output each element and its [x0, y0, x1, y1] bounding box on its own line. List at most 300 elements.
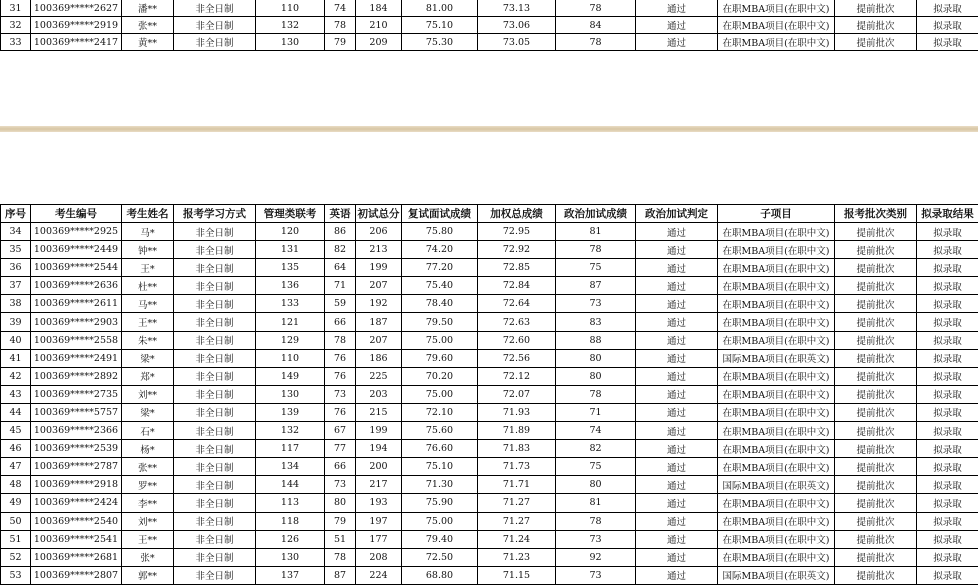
cell-initial-total: 193	[356, 494, 402, 512]
cell-study-mode: 非全日制	[174, 295, 256, 313]
cell-english: 66	[325, 458, 356, 476]
header-row	[1, 205, 978, 223]
table-row	[1, 476, 978, 494]
cell-weighted-total: 71.15	[478, 566, 556, 584]
cell-interview-score: 79.50	[402, 313, 478, 331]
cell-candidate-name: 黄**	[122, 34, 174, 51]
cell-batch-type: 提前批次	[835, 313, 917, 331]
cell-batch-type: 提前批次	[835, 548, 917, 566]
cell-politics-result: 通过	[636, 259, 718, 277]
cell-sub-program: 在职MBA项目(在职中文)	[718, 34, 835, 51]
cell-candidate-name: 张**	[122, 458, 174, 476]
cell-candidate-name: 钟**	[122, 241, 174, 259]
cell-weighted-total: 71.27	[478, 512, 556, 530]
table-row	[1, 295, 978, 313]
cell-initial-total: 194	[356, 440, 402, 458]
cell-batch-type: 提前批次	[835, 349, 917, 367]
cell-sub-program: 在职MBA项目(在职中文)	[718, 241, 835, 259]
table-row	[1, 331, 978, 349]
cell-politics-result: 通过	[636, 530, 718, 548]
cell-batch-type: 提前批次	[835, 223, 917, 241]
cell-sub-program: 在职MBA项目(在职中文)	[718, 313, 835, 331]
cell-candidate-name: 罗**	[122, 476, 174, 494]
cell-seq: 35	[1, 241, 31, 259]
cell-seq: 48	[1, 476, 31, 494]
cell-candidate-name: 马*	[122, 223, 174, 241]
cell-batch-type: 提前批次	[835, 0, 917, 17]
cell-weighted-total: 72.60	[478, 331, 556, 349]
cell-management-exam: 149	[256, 367, 325, 385]
cell-batch-type: 提前批次	[835, 241, 917, 259]
cell-management-exam: 121	[256, 313, 325, 331]
cell-politics-score: 71	[556, 403, 636, 421]
cell-candidate-name: 张*	[122, 548, 174, 566]
page-separator	[0, 126, 978, 132]
cell-politics-score: 75	[556, 259, 636, 277]
cell-politics-result: 通过	[636, 494, 718, 512]
cell-weighted-total: 72.12	[478, 367, 556, 385]
cell-study-mode: 非全日制	[174, 548, 256, 566]
cell-interview-score: 78.40	[402, 295, 478, 313]
cell-english: 73	[325, 476, 356, 494]
cell-sub-program: 在职MBA项目(在职中文)	[718, 548, 835, 566]
cell-politics-result: 通过	[636, 403, 718, 421]
cell-english: 64	[325, 259, 356, 277]
column-header-admission-result: 拟录取结果	[917, 205, 978, 223]
cell-interview-score: 75.40	[402, 277, 478, 295]
cell-study-mode: 非全日制	[174, 0, 256, 17]
cell-study-mode: 非全日制	[174, 458, 256, 476]
cell-candidate-id: 100369*****2903	[31, 313, 122, 331]
cell-management-exam: 130	[256, 385, 325, 403]
cell-candidate-name: 杜**	[122, 277, 174, 295]
cell-english: 77	[325, 440, 356, 458]
cell-batch-type: 提前批次	[835, 494, 917, 512]
cell-english: 73	[325, 385, 356, 403]
cell-batch-type: 提前批次	[835, 566, 917, 584]
cell-initial-total: 199	[356, 259, 402, 277]
table-row	[1, 403, 978, 421]
cell-politics-score: 81	[556, 223, 636, 241]
cell-candidate-id: 100369*****2787	[31, 458, 122, 476]
cell-candidate-name: 梁*	[122, 349, 174, 367]
table-row	[1, 494, 978, 512]
cell-weighted-total: 72.95	[478, 223, 556, 241]
cell-politics-score: 80	[556, 367, 636, 385]
cell-management-exam: 132	[256, 422, 325, 440]
cell-admission-result: 拟录取	[917, 34, 978, 51]
table-row	[1, 422, 978, 440]
cell-seq: 32	[1, 17, 31, 34]
cell-sub-program: 国际MBA项目(在职英文)	[718, 349, 835, 367]
table-row	[1, 17, 978, 34]
cell-politics-score: 74	[556, 422, 636, 440]
cell-sub-program: 在职MBA项目(在职中文)	[718, 17, 835, 34]
cell-study-mode: 非全日制	[174, 476, 256, 494]
cell-english: 78	[325, 17, 356, 34]
cell-politics-result: 通过	[636, 422, 718, 440]
cell-admission-result: 拟录取	[917, 331, 978, 349]
cell-politics-score: 80	[556, 476, 636, 494]
column-header-english: 英语	[325, 205, 356, 223]
cell-politics-score: 92	[556, 548, 636, 566]
cell-admission-result: 拟录取	[917, 530, 978, 548]
cell-politics-result: 通过	[636, 295, 718, 313]
cell-seq: 40	[1, 331, 31, 349]
cell-batch-type: 提前批次	[835, 385, 917, 403]
cell-candidate-id: 100369*****2919	[31, 17, 122, 34]
cell-admission-result: 拟录取	[917, 566, 978, 584]
cell-politics-score: 88	[556, 331, 636, 349]
cell-politics-score: 78	[556, 241, 636, 259]
cell-candidate-id: 100369*****2807	[31, 566, 122, 584]
cell-interview-score: 75.00	[402, 385, 478, 403]
cell-weighted-total: 72.92	[478, 241, 556, 259]
cell-management-exam: 118	[256, 512, 325, 530]
cell-weighted-total: 71.83	[478, 440, 556, 458]
cell-study-mode: 非全日制	[174, 566, 256, 584]
cell-study-mode: 非全日制	[174, 494, 256, 512]
cell-batch-type: 提前批次	[835, 458, 917, 476]
cell-sub-program: 在职MBA项目(在职中文)	[718, 259, 835, 277]
cell-candidate-id: 100369*****2539	[31, 440, 122, 458]
cell-management-exam: 133	[256, 295, 325, 313]
cell-sub-program: 在职MBA项目(在职中文)	[718, 0, 835, 17]
cell-initial-total: 206	[356, 223, 402, 241]
table-row	[1, 440, 978, 458]
cell-management-exam: 130	[256, 548, 325, 566]
column-header-candidate-name: 考生姓名	[122, 205, 174, 223]
cell-study-mode: 非全日制	[174, 349, 256, 367]
cell-sub-program: 在职MBA项目(在职中文)	[718, 512, 835, 530]
column-header-politics-score: 政治加试成绩	[556, 205, 636, 223]
cell-politics-result: 通过	[636, 476, 718, 494]
cell-interview-score: 72.10	[402, 403, 478, 421]
cell-seq: 39	[1, 313, 31, 331]
cell-politics-result: 通过	[636, 458, 718, 476]
cell-batch-type: 提前批次	[835, 367, 917, 385]
cell-admission-result: 拟录取	[917, 367, 978, 385]
cell-admission-result: 拟录取	[917, 17, 978, 34]
cell-interview-score: 75.00	[402, 331, 478, 349]
cell-batch-type: 提前批次	[835, 403, 917, 421]
cell-admission-result: 拟录取	[917, 494, 978, 512]
cell-weighted-total: 73.06	[478, 17, 556, 34]
cell-politics-result: 通过	[636, 566, 718, 584]
cell-interview-score: 79.40	[402, 530, 478, 548]
cell-seq: 53	[1, 566, 31, 584]
cell-sub-program: 国际MBA项目(在职英文)	[718, 566, 835, 584]
cell-interview-score: 75.10	[402, 17, 478, 34]
cell-candidate-name: 马**	[122, 295, 174, 313]
cell-batch-type: 提前批次	[835, 259, 917, 277]
table-row	[1, 385, 978, 403]
cell-initial-total: 209	[356, 34, 402, 51]
cell-candidate-id: 100369*****2735	[31, 385, 122, 403]
column-header-seq: 序号	[1, 205, 31, 223]
cell-english: 59	[325, 295, 356, 313]
cell-study-mode: 非全日制	[174, 422, 256, 440]
cell-management-exam: 139	[256, 403, 325, 421]
table-row	[1, 530, 978, 548]
cell-politics-result: 通过	[636, 34, 718, 51]
cell-politics-result: 通过	[636, 440, 718, 458]
column-header-initial-total: 初试总分	[356, 205, 402, 223]
cell-candidate-id: 100369*****2424	[31, 494, 122, 512]
cell-seq: 44	[1, 403, 31, 421]
column-header-interview-score: 复试面试成绩	[402, 205, 478, 223]
cell-interview-score: 68.80	[402, 566, 478, 584]
cell-candidate-name: 刘**	[122, 385, 174, 403]
cell-batch-type: 提前批次	[835, 440, 917, 458]
cell-sub-program: 在职MBA项目(在职中文)	[718, 530, 835, 548]
cell-management-exam: 130	[256, 34, 325, 51]
table-row	[1, 367, 978, 385]
cell-interview-score: 71.30	[402, 476, 478, 494]
cell-weighted-total: 71.93	[478, 403, 556, 421]
cell-study-mode: 非全日制	[174, 313, 256, 331]
cell-seq: 34	[1, 223, 31, 241]
cell-english: 66	[325, 313, 356, 331]
cell-english: 71	[325, 277, 356, 295]
cell-initial-total: 208	[356, 548, 402, 566]
column-header-sub-program: 子项目	[718, 205, 835, 223]
cell-admission-result: 拟录取	[917, 223, 978, 241]
cell-english: 79	[325, 512, 356, 530]
cell-seq: 33	[1, 34, 31, 51]
cell-candidate-name: 石*	[122, 422, 174, 440]
cell-study-mode: 非全日制	[174, 241, 256, 259]
cell-candidate-id: 100369*****2925	[31, 223, 122, 241]
cell-candidate-id: 100369*****2892	[31, 367, 122, 385]
cell-seq: 51	[1, 530, 31, 548]
cell-study-mode: 非全日制	[174, 367, 256, 385]
table-row	[1, 34, 978, 51]
cell-candidate-name: 张**	[122, 17, 174, 34]
table-row	[1, 277, 978, 295]
cell-english: 78	[325, 548, 356, 566]
cell-initial-total: 213	[356, 241, 402, 259]
cell-batch-type: 提前批次	[835, 331, 917, 349]
cell-politics-score: 80	[556, 349, 636, 367]
cell-initial-total: 197	[356, 512, 402, 530]
cell-batch-type: 提前批次	[835, 34, 917, 51]
cell-politics-result: 通过	[636, 367, 718, 385]
cell-politics-result: 通过	[636, 331, 718, 349]
cell-politics-result: 通过	[636, 548, 718, 566]
cell-politics-score: 87	[556, 277, 636, 295]
table-row	[1, 259, 978, 277]
cell-batch-type: 提前批次	[835, 295, 917, 313]
cell-interview-score: 75.90	[402, 494, 478, 512]
cell-interview-score: 75.10	[402, 458, 478, 476]
cell-weighted-total: 73.13	[478, 0, 556, 17]
cell-admission-result: 拟录取	[917, 476, 978, 494]
cell-politics-score: 75	[556, 458, 636, 476]
cell-politics-score: 73	[556, 530, 636, 548]
cell-weighted-total: 71.71	[478, 476, 556, 494]
cell-politics-score: 73	[556, 566, 636, 584]
cell-study-mode: 非全日制	[174, 403, 256, 421]
cell-admission-result: 拟录取	[917, 349, 978, 367]
cell-admission-result: 拟录取	[917, 385, 978, 403]
cell-english: 78	[325, 331, 356, 349]
cell-interview-score: 75.30	[402, 34, 478, 51]
cell-candidate-name: 潘**	[122, 0, 174, 17]
cell-seq: 45	[1, 422, 31, 440]
cell-admission-result: 拟录取	[917, 295, 978, 313]
cell-politics-result: 通过	[636, 17, 718, 34]
cell-weighted-total: 72.56	[478, 349, 556, 367]
table-row	[1, 349, 978, 367]
cell-candidate-name: 朱**	[122, 331, 174, 349]
cell-english: 51	[325, 530, 356, 548]
cell-interview-score: 74.20	[402, 241, 478, 259]
cell-interview-score: 75.60	[402, 422, 478, 440]
cell-candidate-name: 李**	[122, 494, 174, 512]
cell-management-exam: 110	[256, 349, 325, 367]
cell-politics-score: 78	[556, 0, 636, 17]
cell-management-exam: 120	[256, 223, 325, 241]
column-header-candidate-id: 考生编号	[31, 205, 122, 223]
cell-batch-type: 提前批次	[835, 476, 917, 494]
cell-study-mode: 非全日制	[174, 223, 256, 241]
cell-admission-result: 拟录取	[917, 403, 978, 421]
cell-initial-total: 217	[356, 476, 402, 494]
cell-initial-total: 225	[356, 367, 402, 385]
cell-politics-score: 81	[556, 494, 636, 512]
cell-seq: 38	[1, 295, 31, 313]
cell-admission-result: 拟录取	[917, 512, 978, 530]
cell-batch-type: 提前批次	[835, 530, 917, 548]
cell-sub-program: 在职MBA项目(在职中文)	[718, 385, 835, 403]
cell-weighted-total: 72.63	[478, 313, 556, 331]
cell-management-exam: 129	[256, 331, 325, 349]
cell-management-exam: 131	[256, 241, 325, 259]
cell-management-exam: 136	[256, 277, 325, 295]
cell-management-exam: 110	[256, 0, 325, 17]
cell-politics-result: 通过	[636, 385, 718, 403]
cell-english: 80	[325, 494, 356, 512]
table-row	[1, 458, 978, 476]
cell-candidate-id: 100369*****2366	[31, 422, 122, 440]
cell-study-mode: 非全日制	[174, 512, 256, 530]
cell-candidate-name: 梁*	[122, 403, 174, 421]
cell-management-exam: 137	[256, 566, 325, 584]
cell-initial-total: 187	[356, 313, 402, 331]
cell-english: 76	[325, 349, 356, 367]
cell-batch-type: 提前批次	[835, 277, 917, 295]
cell-seq: 47	[1, 458, 31, 476]
admission-table	[0, 204, 978, 585]
cell-candidate-id: 100369*****2627	[31, 0, 122, 17]
cell-candidate-name: 王**	[122, 313, 174, 331]
cell-initial-total: 207	[356, 331, 402, 349]
cell-english: 74	[325, 0, 356, 17]
cell-sub-program: 在职MBA项目(在职中文)	[718, 223, 835, 241]
cell-english: 76	[325, 403, 356, 421]
cell-management-exam: 132	[256, 17, 325, 34]
cell-admission-result: 拟录取	[917, 458, 978, 476]
cell-initial-total: 186	[356, 349, 402, 367]
cell-candidate-id: 100369*****2636	[31, 277, 122, 295]
table-row	[1, 566, 978, 584]
cell-english: 86	[325, 223, 356, 241]
cell-study-mode: 非全日制	[174, 277, 256, 295]
cell-politics-result: 通过	[636, 241, 718, 259]
cell-management-exam: 144	[256, 476, 325, 494]
cell-study-mode: 非全日制	[174, 385, 256, 403]
table-row	[1, 512, 978, 530]
cell-sub-program: 国际MBA项目(在职英文)	[718, 476, 835, 494]
cell-weighted-total: 72.07	[478, 385, 556, 403]
cell-interview-score: 76.60	[402, 440, 478, 458]
cell-weighted-total: 71.27	[478, 494, 556, 512]
table-row	[1, 0, 978, 17]
cell-politics-result: 通过	[636, 349, 718, 367]
cell-politics-score: 82	[556, 440, 636, 458]
cell-weighted-total: 72.64	[478, 295, 556, 313]
cell-admission-result: 拟录取	[917, 259, 978, 277]
cell-english: 79	[325, 34, 356, 51]
cell-english: 87	[325, 566, 356, 584]
cell-management-exam: 113	[256, 494, 325, 512]
cell-weighted-total: 72.85	[478, 259, 556, 277]
cell-interview-score: 70.20	[402, 367, 478, 385]
table-row	[1, 223, 978, 241]
cell-politics-score: 78	[556, 34, 636, 51]
cell-interview-score: 72.50	[402, 548, 478, 566]
cell-admission-result: 拟录取	[917, 440, 978, 458]
cell-candidate-id: 100369*****2449	[31, 241, 122, 259]
cell-politics-score: 84	[556, 17, 636, 34]
table-row	[1, 548, 978, 566]
cell-sub-program: 在职MBA项目(在职中文)	[718, 277, 835, 295]
cell-weighted-total: 71.89	[478, 422, 556, 440]
cell-initial-total: 184	[356, 0, 402, 17]
cell-candidate-id: 100369*****2681	[31, 548, 122, 566]
table-header	[1, 205, 978, 223]
admission-table-continued	[0, 0, 978, 51]
cell-sub-program: 在职MBA项目(在职中文)	[718, 440, 835, 458]
cell-seq: 49	[1, 494, 31, 512]
cell-initial-total: 199	[356, 422, 402, 440]
cell-sub-program: 在职MBA项目(在职中文)	[718, 494, 835, 512]
cell-candidate-name: 郭**	[122, 566, 174, 584]
cell-study-mode: 非全日制	[174, 259, 256, 277]
cell-weighted-total: 71.23	[478, 548, 556, 566]
cell-weighted-total: 72.84	[478, 277, 556, 295]
table-row	[1, 241, 978, 259]
cell-candidate-id: 100369*****2544	[31, 259, 122, 277]
cell-interview-score: 77.20	[402, 259, 478, 277]
cell-interview-score: 79.60	[402, 349, 478, 367]
cell-management-exam: 126	[256, 530, 325, 548]
cell-candidate-id: 100369*****5757	[31, 403, 122, 421]
cell-interview-score: 75.00	[402, 512, 478, 530]
column-header-management-exam: 管理类联考	[256, 205, 325, 223]
cell-initial-total: 177	[356, 530, 402, 548]
cell-politics-score: 78	[556, 385, 636, 403]
cell-candidate-id: 100369*****2541	[31, 530, 122, 548]
cell-candidate-id: 100369*****2611	[31, 295, 122, 313]
cell-management-exam: 135	[256, 259, 325, 277]
cell-seq: 50	[1, 512, 31, 530]
cell-initial-total: 210	[356, 17, 402, 34]
cell-management-exam: 117	[256, 440, 325, 458]
cell-english: 82	[325, 241, 356, 259]
cell-seq: 46	[1, 440, 31, 458]
